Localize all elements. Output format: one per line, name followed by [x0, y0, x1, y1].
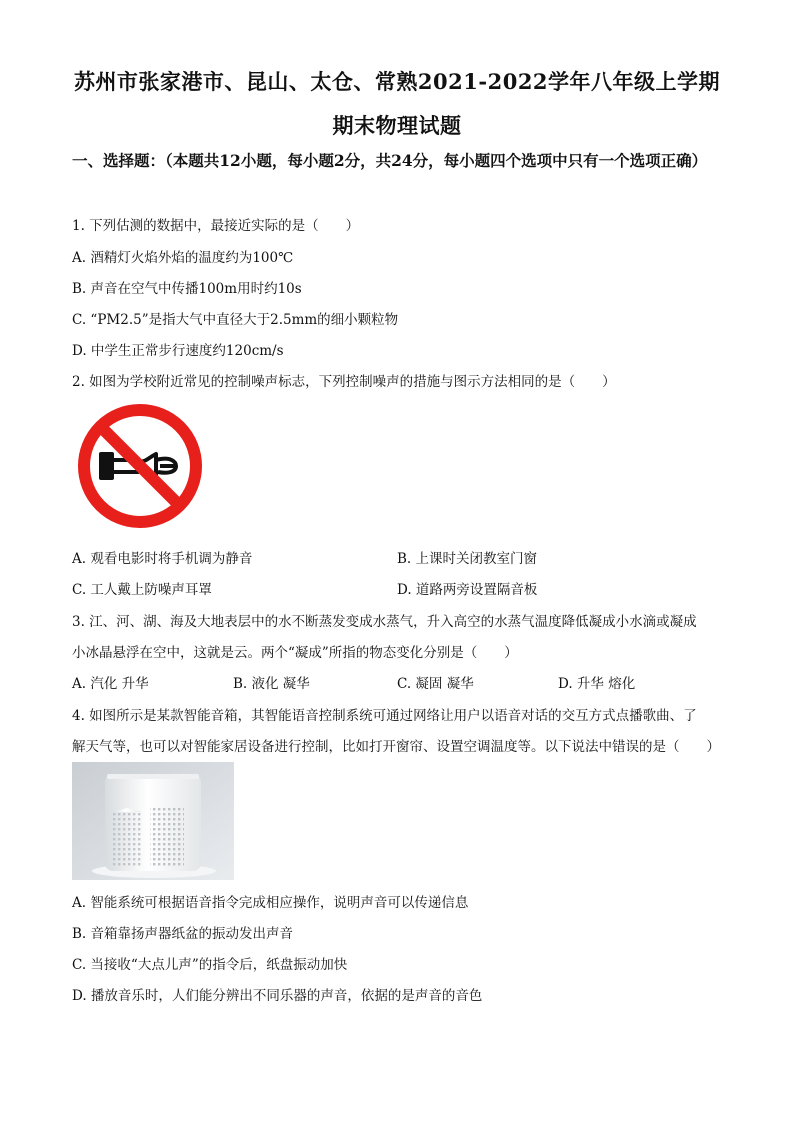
q4-option-c: C. 当接收“大点儿声”的指令后，纸盘振动加快 — [72, 957, 348, 973]
q1-option-b: B. 声音在空气中传播100m用时约10s — [72, 281, 302, 297]
q4-stem-line-1: 4. 如图所示是某款智能音箱，其智能语音控制系统可通过网络让用户以语音对话的交互方式点播歌曲、了 — [72, 708, 697, 724]
q3-stem-line-2: 小冰晶悬浮在空中，这就是云。两个“凝成”所指的物态变化分别是（ ） — [72, 645, 518, 661]
q1-option-d: D. 中学生正常步行速度约120cm/s — [72, 343, 284, 359]
title-line-2: 期末物理试题 — [332, 113, 462, 138]
q3-option-c: C. 凝固 凝华 — [397, 676, 474, 692]
q3-option-b: B. 液化 凝华 — [233, 676, 310, 692]
q2-option-b: B. 上课时关闭教室门窗 — [397, 551, 538, 567]
q2-option-c: C. 工人戴上防噪声耳罩 — [72, 582, 212, 598]
q3-stem-line-1: 3. 江、河、湖、海及大地表层中的水不断蒸发变成水蒸气，升入高空的水蒸气温度降低凝成小水滴或凝成 — [72, 614, 697, 630]
q3-option-d: D. 升华 熔化 — [558, 676, 636, 692]
q2-stem: 2. 如图为学校附近常见的控制噪声标志，下列控制噪声的措施与图示方法相同的是（ ） — [72, 374, 616, 390]
q1-option-c: C. “PM2.5”是指大气中直径大于2.5mm的细小颗粒物 — [72, 312, 399, 328]
smart-speaker-image — [72, 762, 234, 880]
q4-stem-line-2: 解天气等，也可以对智能家居设备进行控制，比如打开窗帘、设置空调温度等。以下说法中错误的是（ ） — [72, 739, 720, 755]
q1-stem: 1. 下列估测的数据中，最接近实际的是（ ） — [72, 218, 360, 234]
q3-option-a: A. 汽化 升华 — [72, 676, 149, 692]
q4-option-b: B. 音箱靠扬声器纸盆的振动发出声音 — [72, 926, 294, 942]
section-heading: 一、选择题：（本题共12小题，每小题2分，共24分，每小题四个选项中只有一个选项正确） — [72, 151, 708, 170]
q2-option-a: A. 观看电影时将手机调为静音 — [72, 551, 253, 567]
no-horn-sign-icon — [76, 402, 204, 530]
title-line-1: 苏州市张家港市、昆山、太仓、常熟2021-2022学年八年级上学期 — [73, 69, 721, 94]
q1-option-a: A. 酒精灯火焰外焰的温度约为100℃ — [72, 250, 294, 266]
q4-option-a: A. 智能系统可根据语音指令完成相应操作，说明声音可以传递信息 — [72, 895, 469, 911]
q2-option-d: D. 道路两旁设置隔音板 — [397, 582, 538, 598]
q4-option-d: D. 播放音乐时，人们能分辨出不同乐器的声音，依据的是声音的音色 — [72, 988, 483, 1004]
